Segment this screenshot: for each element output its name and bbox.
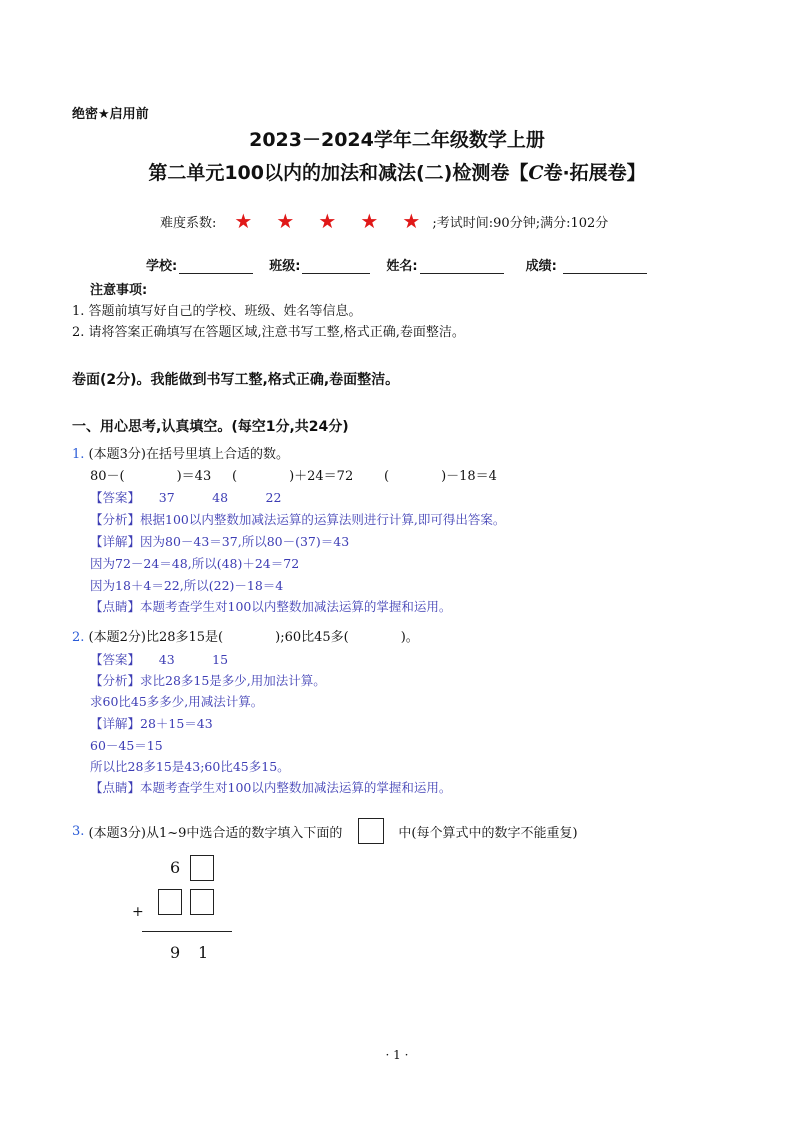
- digit-input-box[interactable]: [158, 889, 182, 915]
- q2-answer: 【答案】 43 15: [90, 652, 229, 667]
- notes-heading: 注意事项:: [90, 283, 148, 298]
- q1-detail: 【详解】因为80－43＝37,所以80－(37)＝43: [90, 534, 350, 549]
- q1-equation-3: ( )－18＝4: [384, 469, 497, 484]
- star-icon: ★: [276, 209, 295, 233]
- star-icon: ★: [318, 209, 337, 233]
- sum-digit: 9: [170, 943, 181, 962]
- exam-subtitle: 第二单元100以内的加法和减法(二)检测卷【C卷·拓展卷】: [148, 162, 646, 184]
- student-info-line: [146, 255, 663, 274]
- difficulty-stars: [222, 211, 432, 231]
- star-icon: ★: [234, 209, 253, 233]
- neatness-section: 卷面(2分)。我能做到书写工整,格式正确,卷面整洁。: [72, 372, 400, 388]
- answer-box-sample: [358, 818, 384, 844]
- difficulty-label: 难度系数:: [160, 215, 217, 231]
- plus-sign: +: [132, 904, 144, 920]
- question-3: 3. (本题3分)从1~9中选合适的数字填入下面的 中(每个算式中的数字不能重复): [72, 818, 578, 844]
- digit-input-box[interactable]: [190, 855, 214, 881]
- page-number: · 1 ·: [385, 1048, 409, 1062]
- q1-answer: 【答案】 37 48 22: [90, 490, 282, 505]
- note-item: 2. 请将答案正确填写在答题区域,注意书写工整,格式正确,卷面整洁。: [72, 325, 465, 340]
- q2-analysis: 求60比45多多少,用减法计算。: [90, 694, 264, 709]
- q2-detail: 【详解】28＋15＝43: [90, 716, 213, 731]
- q2-point: 【点睛】本题考查学生对100以内整数加减法运算的掌握和运用。: [90, 780, 452, 795]
- digit-input-box[interactable]: [190, 889, 214, 915]
- class-field[interactable]: 班级:: [269, 255, 370, 274]
- star-icon: ★: [360, 209, 379, 233]
- difficulty-line: [160, 211, 608, 231]
- exam-title: 2023－2024学年二年级数学上册: [249, 129, 545, 151]
- question-2: 2. (本题2分)比28多15是( );60比45多( )。: [72, 630, 419, 645]
- name-field[interactable]: 姓名:: [386, 255, 503, 274]
- q2-analysis: 【分析】求比28多15是多少,用加法计算。: [90, 673, 326, 688]
- confidential-mark: 绝密★启用前: [72, 107, 149, 122]
- q1-detail: 因为18＋4＝22,所以(22)－18＝4: [90, 578, 284, 593]
- star-icon: ★: [402, 209, 421, 233]
- sum-line: [142, 931, 232, 932]
- q2-detail: 所以比28多15是43;60比45多15。: [90, 759, 290, 774]
- q1-equation-2: ( )＋24＝72: [232, 469, 354, 484]
- q2-detail: 60－45＝15: [90, 738, 163, 753]
- question-1: 1. (本题3分)在括号里填上合适的数。: [72, 447, 289, 462]
- section-1-title: 一、用心思考,认真填空。(每空1分,共24分): [72, 419, 349, 435]
- q1-equation-1: 80－( )＝43: [90, 469, 212, 484]
- time-score: ;考试时间:90分钟;满分:102分: [432, 215, 609, 231]
- q1-point: 【点睛】本题考查学生对100以内整数加减法运算的掌握和运用。: [90, 599, 452, 614]
- sum-digit: 1: [198, 943, 209, 962]
- q1-analysis: 【分析】根据100以内整数加减法运算的运算法则进行计算,即可得出答案。: [90, 512, 506, 527]
- score-field[interactable]: 成绩:: [526, 255, 647, 274]
- note-item: 1. 答题前填写好自己的学校、班级、姓名等信息。: [72, 304, 362, 319]
- school-field[interactable]: 学校:: [146, 255, 253, 274]
- q1-detail: 因为72－24＝48,所以(48)＋24＝72: [90, 556, 300, 571]
- addend-digit: 6: [170, 858, 181, 877]
